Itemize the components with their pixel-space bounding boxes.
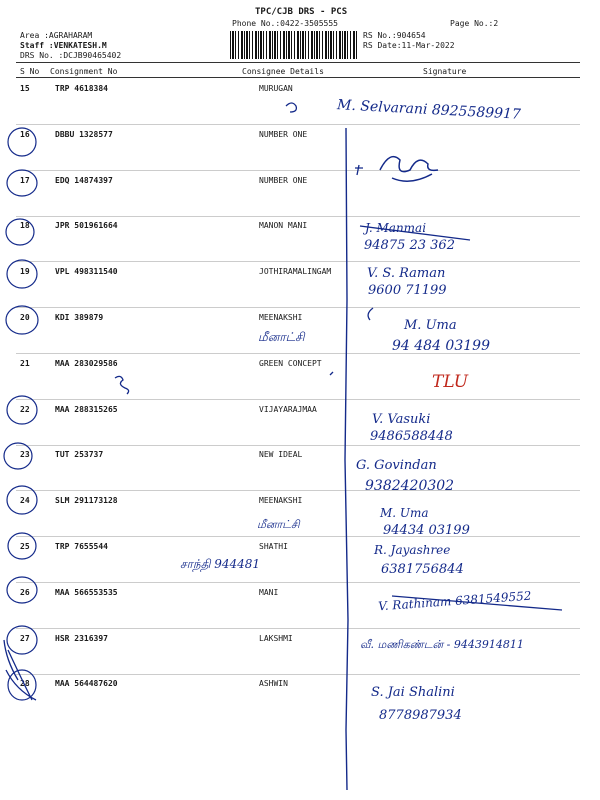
signature-20-tamil: மீனாட்சி [258,330,305,344]
row-consignment: TRP 7655544 [55,542,108,551]
area-field: Area :AGRAHARAM [20,31,93,40]
row-serial: 22 [20,405,30,414]
row-serial: 19 [20,267,30,276]
row-consignee: MANI [259,588,279,597]
signature-18-phone: 94875 23 362 [364,238,455,253]
row-serial: 23 [20,450,30,459]
row-consignee: MEENAKSHI [259,313,303,322]
row-consignee: NUMBER ONE [259,130,308,139]
row-serial: 24 [20,496,30,505]
row-serial: 16 [20,130,30,139]
row-consignment: KDI 389879 [55,313,104,322]
signature-20-name: M. Uma [404,318,457,333]
row-consignment: MAA 283029586 [55,359,118,368]
row-consignment: DBBU 1328577 [55,130,113,139]
signature-21: TLU [432,372,469,392]
signature-26: V. Rathinam 6381549552 [377,588,532,614]
signature-19-name: V. S. Raman [367,266,446,281]
signature-23-name: G. Govindan [356,458,437,473]
row-consignment: TUT 253737 [55,450,104,459]
signature-28-phone: 8778987934 [379,708,462,723]
col-consignee: Consignee Details [242,67,324,76]
signature-20-phone: 94 484 03199 [392,338,490,354]
signature-24-phone: 94434 03199 [383,523,470,538]
row-consignee: SHATHI [259,542,288,551]
col-signature: Signature [423,67,467,76]
rs-number: RS No.:904654 [363,31,426,40]
row-consignee: MURUGAN [259,84,293,93]
signature-24-tamil: மீனாட்சி [257,518,300,531]
signature-22-phone: 9486588448 [370,429,453,444]
row-serial: 17 [20,176,30,185]
row-consignment: MAA 288315265 [55,405,118,414]
staff-field: Staff :VENKATESH.M [20,41,107,50]
row-serial: 21 [20,359,30,368]
rs-date: RS Date:11-Mar-2022 [363,41,455,50]
row-consignee: LAKSHMI [259,634,293,643]
row-consignment: MAA 564487620 [55,679,118,688]
signature-23-phone: 9382420302 [365,478,455,494]
signature-19-phone: 9600 71199 [368,283,447,298]
row-serial: 20 [20,313,30,322]
row-serial: 15 [20,84,30,93]
row-consignment: SLM 291173128 [55,496,118,505]
row-consignment: MAA 566553535 [55,588,118,597]
row-consignment: VPL 498311540 [55,267,118,276]
col-sno: S No [20,67,40,76]
row-consignee: NUMBER ONE [259,176,308,185]
row-consignment: TRP 4618384 [55,84,108,93]
row-consignment: JPR 501961664 [55,221,118,230]
row-consignee: ASHWIN [259,679,288,688]
signature-22-name: V. Vasuki [372,412,431,427]
row-consignment: HSR 2316397 [55,634,108,643]
row-serial: 18 [20,221,30,230]
page-number: Page No.:2 [450,19,499,28]
row-serial: 27 [20,634,30,643]
row-consignee: GREEN CONCEPT [259,359,322,368]
row-consignment: EDQ 14874397 [55,176,113,185]
phone-number: Phone No.:0422-3505555 [232,19,338,28]
row-consignee: NEW IDEAL [259,450,303,459]
signature-25-name: R. Jayashree [374,543,451,557]
col-consignment: Consignment No [50,67,118,76]
row-serial: 25 [20,542,30,551]
drs-number: DRS No. :DCJB90465402 [20,51,122,60]
signature-24-name: M. Uma [380,506,429,520]
row-consignee: MEENAKSHI [259,496,303,505]
signature-27: வீ. மணிகண்டன் - 9443914811 [360,638,524,651]
row-consignee: JOTHIRAMALINGAM [259,267,332,276]
report-title: TPC/CJB DRS - PCS [255,7,348,17]
signature-18-name: J. Manmai [365,221,427,235]
signature-25-tamil: சாந்தி 944481 [180,557,261,571]
row-serial: 26 [20,588,30,597]
signature-25-phone: 6381756844 [381,562,464,577]
row-consignee: VIJAYARAJMAA [259,405,317,414]
signature-15: M. Selvarani 8925589917 [336,97,522,123]
row-consignee: MANON MANI [259,221,308,230]
row-serial: 28 [20,679,30,688]
signature-28-name: S. Jai Shalini [371,685,455,700]
